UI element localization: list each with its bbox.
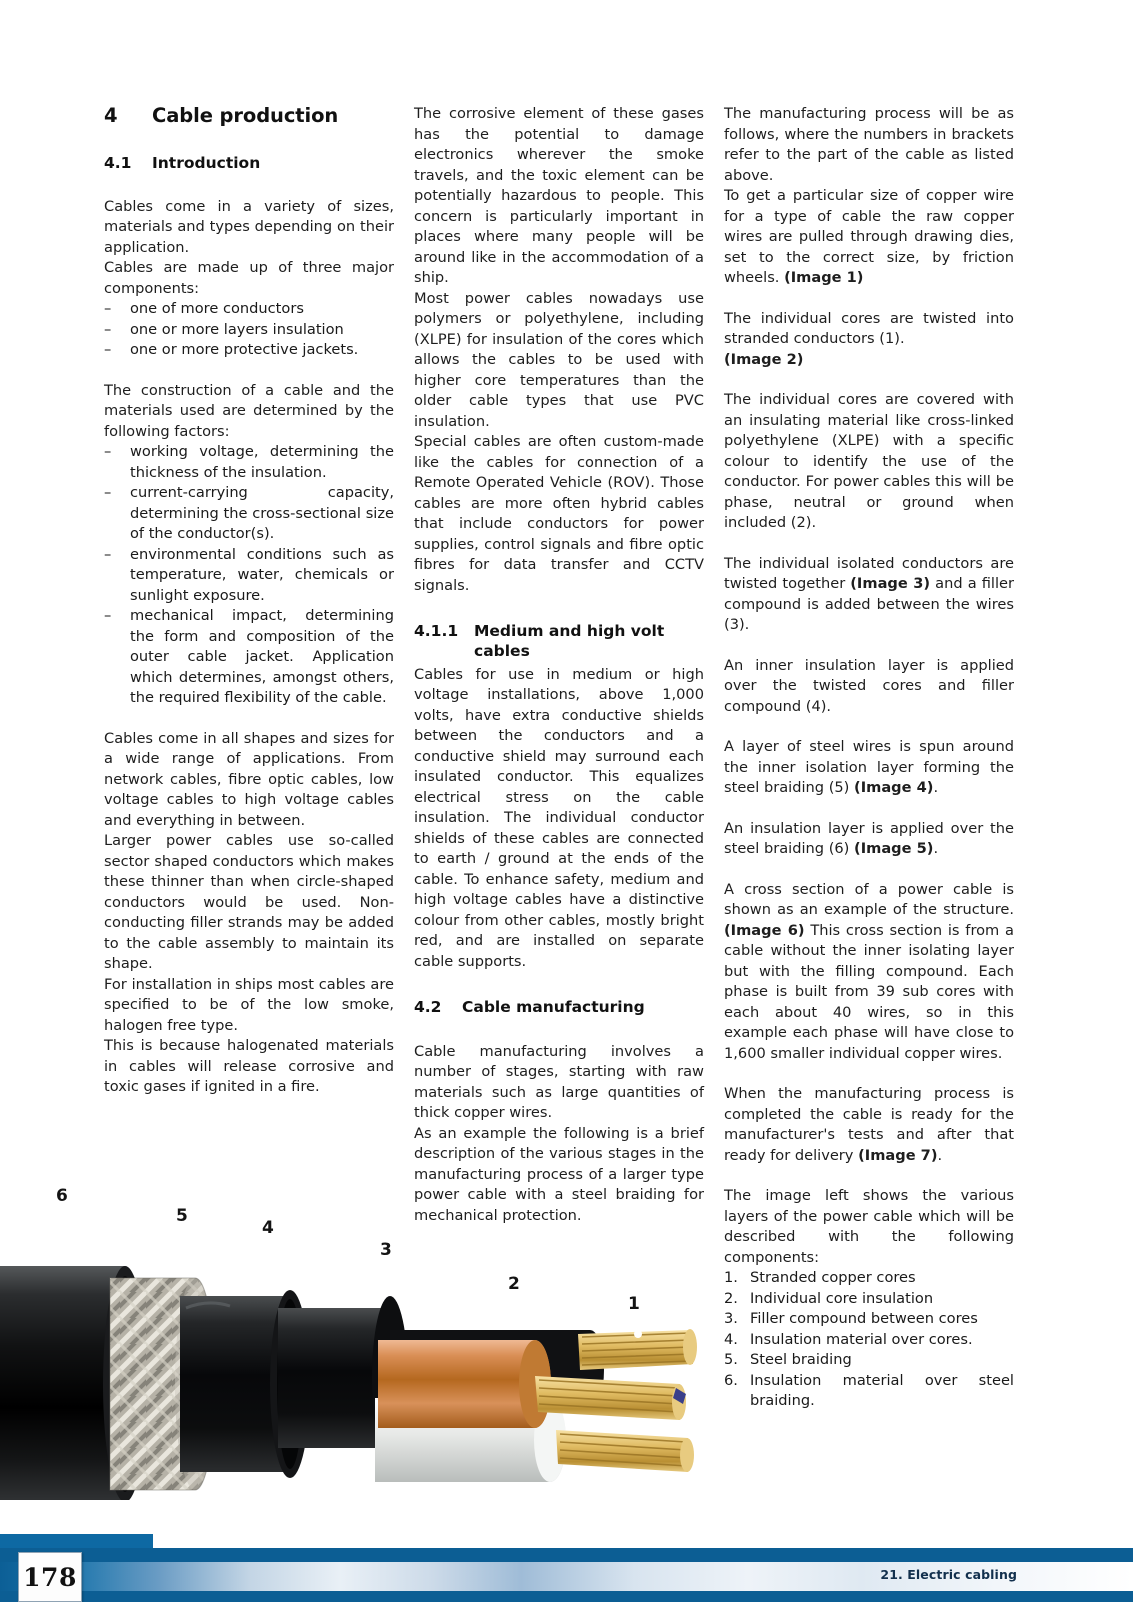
callout-label-4: 4	[262, 1218, 274, 1238]
callout-label-3: 3	[380, 1240, 392, 1260]
c2-paragraph-2: Most power cables nowadays use polymers or polyethylene, including (XLPE) for insulation of the cores which allows the cables to be used with higher core temperatures than the older cable types that use PVC insulation.	[414, 289, 704, 430]
page-footer	[0, 1522, 1133, 1602]
list-item-text: mechanical impact, determining the form and composition of the outer cable jacket. Application which determines, amongst others, the required flexibility of the cable.	[130, 607, 394, 707]
c3-components-list	[724, 1268, 1014, 1412]
list-item	[104, 340, 394, 361]
image-ref-4: (Image 4)	[854, 779, 934, 796]
c3-paragraph-9	[724, 880, 1014, 1065]
list-number: 2.	[724, 1289, 738, 1307]
c2-paragraph-1: The corrosive element of these gases has the potential to damage electronics wherever the smoke travels, and the toxic element can be potentially hazardous to people. This concern is particularly important in places where many people will be around like in the accommodation of a ship.	[414, 105, 704, 286]
list-item-text: Insulation material over steel braiding.	[750, 1371, 1014, 1409]
list-item-text: one or more protective jackets.	[130, 341, 359, 359]
c3-paragraph-4: The individual cores are covered with an insulating material like cross-linked polyethylene (XLPE) with a specific colour to identify the use of the conductor. For power cables this will be phase, neutral or ground when included (2).	[724, 391, 1014, 531]
c1-paragraph-2: Cables are made up of three major components:	[104, 259, 394, 297]
dash-marker: –	[104, 545, 112, 563]
c1-paragraph-4: Cables come in all shapes and sizes for a wide range of applications. From network cables, fibre optic cables, low voltage cables to high voltage cables and everything in between.	[104, 729, 394, 829]
c3-p8-text-a: An insulation layer is applied over the steel braiding (6)	[724, 819, 1014, 857]
c3-p10-text-b: .	[937, 1146, 943, 1164]
c1-factors-list	[104, 442, 394, 709]
list-item-text: one or more layers insulation	[130, 320, 344, 338]
c3-paragraph-3	[724, 309, 1014, 371]
list-number: 1.	[724, 1269, 738, 1286]
footer-solid-band	[0, 1548, 1133, 1562]
image-ref-6: (Image 6)	[724, 921, 805, 939]
c3-paragraph-2	[724, 186, 1014, 289]
list-item-text: current-carrying capacity, determining the cross-sectional size of the conductor(s).	[130, 484, 394, 543]
c2-paragraph-6: As an example the following is a brief description of the various stages in the manufacturing process of a larger type power cable with a steel braiding for mechanical protection.	[414, 1124, 704, 1224]
list-item	[104, 606, 394, 709]
heading-4-1-title: Introduction	[152, 154, 261, 173]
list-item-text: Individual core insulation	[750, 1289, 934, 1307]
c3-p9-text-b: This cross section is from a cable without the inner isolating layer but with the filling compound. Each phase is built from 39 sub cores with each about 40 wires, so in this example each phase will have close to 1,600 smaller individual copper wires.	[724, 921, 1014, 1062]
dash-marker: –	[104, 341, 112, 359]
c1-paragraph-1: Cables come in a variety of sizes, materials and types depending on their application.	[104, 197, 394, 256]
list-number: 6.	[724, 1371, 738, 1389]
image-ref-7: (Image 7)	[858, 1146, 938, 1164]
dash-marker: –	[104, 443, 112, 461]
callout-label-1: 1	[628, 1294, 640, 1314]
heading-4-1-1-number: 4.1.1	[414, 622, 459, 640]
callout-label-6: 6	[56, 1186, 68, 1206]
c3-p10-text-a: When the manufacturing process is completed the cable is ready for the manufacturer's tests and after that ready for delivery	[724, 1085, 1014, 1164]
list-item-text: one of more conductors	[130, 300, 304, 318]
c2-paragraph-3: Special cables are often custom-made like the cables for connection of a Remote Operated Vehicle (ROV). Those cables are more often hybrid cables that include conductors for power supplies, control signals and fibre optic fibres for data transfer and CCTV signals.	[414, 433, 704, 594]
c3-p8-text-b: .	[933, 840, 939, 857]
c3-paragraph-1: The manufacturing process will be as follows, where the numbers in brackets refer to the part of the cable as listed above.	[724, 105, 1014, 184]
heading-4-1-1	[414, 621, 704, 662]
dash-marker: –	[104, 607, 112, 625]
c3-p5-text-a: The individual isolated conductors are twisted together	[724, 554, 1014, 592]
list-item	[724, 1309, 1014, 1330]
list-item	[104, 545, 394, 607]
power-cable-cutaway-figure	[0, 1188, 710, 1500]
image-ref-5: (Image 5)	[854, 840, 934, 857]
heading-4-2-title: Cable manufacturing	[462, 998, 645, 1017]
chapter-label: 21. Electric cabling	[880, 1567, 1017, 1582]
list-item	[724, 1330, 1014, 1351]
list-item-text: Insulation material over cores.	[750, 1330, 973, 1348]
heading-4-2-number: 4.2	[414, 998, 442, 1017]
dash-marker: –	[104, 484, 112, 502]
c3-p3-text: The individual cores are twisted into stranded conductors (1).	[724, 309, 1014, 347]
list-item-text: Steel braiding	[750, 1351, 852, 1368]
c2-paragraph-4: Cables for use in medium or high voltage installations, above 1,000 volts, have extra conductive shields between the conductors and a conductive shield may surround each insulated conductor. This equalizes electrical stress on the cable insulation. The individual conductor shields of these cables are connected to earth / ground at the ends of the cable. To enhance safety, medium and high voltage cables have a distinctive colour from other cables, mostly bright red, and are installed on separate cable supports.	[414, 665, 704, 970]
c3-p5-text-b: and a filler compound is added between the wires (3).	[724, 575, 1014, 633]
callout-label-5: 5	[176, 1206, 188, 1226]
list-item	[724, 1350, 1014, 1371]
list-item	[724, 1268, 1014, 1289]
cable-cutaway-graphic	[0, 1188, 710, 1500]
image-ref-3: (Image 3)	[850, 575, 931, 592]
list-item-text: working voltage, determining the thickness of the insulation.	[130, 443, 394, 481]
list-number: 3.	[724, 1310, 738, 1327]
c1-paragraph-7: This is because halogenated materials in cables will release corrosive and toxic gases if ignited in a fire.	[104, 1037, 394, 1096]
list-item	[724, 1289, 1014, 1310]
list-item	[104, 483, 394, 545]
section-heading	[104, 104, 394, 128]
list-item	[724, 1371, 1014, 1412]
c3-paragraph-8	[724, 819, 1014, 860]
list-item-text: Filler compound between cores	[750, 1310, 978, 1327]
column-3	[724, 104, 1014, 1412]
footer-top-accent-bar	[0, 1534, 153, 1548]
c3-paragraph-11: The image left shows the various layers of the power cable which will be described with the following components:	[724, 1187, 1014, 1266]
list-item-text: Stranded copper cores	[750, 1269, 916, 1286]
section-title: Cable production	[152, 104, 339, 127]
footer-bottom-bar	[0, 1591, 1133, 1602]
c3-p2-text: To get a particular size of copper wire for a type of cable the raw copper wires are pulled through drawing dies, set to the correct size, by friction wheels.	[724, 187, 1014, 286]
callout-dot-1	[634, 1330, 642, 1338]
c1-paragraph-6: For installation in ships most cables are specified to be of the low smoke, halogen free type.	[104, 975, 394, 1034]
heading-4-2	[414, 997, 704, 1017]
list-item	[104, 320, 394, 341]
c1-paragraph-5: Larger power cables use so-called sector shaped conductors which makes these thinner than when circle-shaped conductors would be used. Non-conducting filler strands may be added to the cable assembly to maintain its shape.	[104, 832, 394, 973]
dash-marker: –	[104, 320, 112, 338]
image-ref-1: (Image 1)	[784, 269, 864, 286]
c1-paragraph-3: The construction of a cable and the materials used are determined by the following factors:	[104, 381, 394, 440]
c3-paragraph-7	[724, 737, 1014, 799]
image-ref-2: (Image 2)	[724, 350, 804, 368]
list-item	[104, 442, 394, 483]
c3-p7-text-a: A layer of steel wires is spun around the inner isolation layer forming the steel braiding (5)	[724, 738, 1014, 796]
c3-paragraph-5	[724, 554, 1014, 636]
list-number: 4.	[724, 1330, 738, 1348]
heading-4-1	[104, 153, 394, 173]
callout-label-2: 2	[508, 1274, 520, 1294]
section-number: 4	[104, 104, 118, 127]
c3-p9-text-a: A cross section of a power cable is shown as an example of the structure.	[724, 880, 1014, 918]
dash-marker: –	[104, 300, 112, 318]
list-number: 5.	[724, 1351, 738, 1368]
list-item-text: environmental conditions such as temperature, water, chemicals or sunlight exposure.	[130, 545, 394, 604]
heading-4-1-1-title: Medium and high volt cables	[474, 622, 665, 661]
heading-4-1-number: 4.1	[104, 154, 132, 173]
c3-p7-text-b: .	[933, 779, 939, 796]
c3-paragraph-6: An inner insulation layer is applied over the twisted cores and filler compound (4).	[724, 656, 1014, 715]
page-number: 178	[23, 1562, 77, 1592]
c3-paragraph-10	[724, 1084, 1014, 1166]
page-number-box	[18, 1552, 82, 1602]
c1-components-list	[104, 299, 394, 361]
c2-paragraph-5: Cable manufacturing involves a number of stages, starting with raw materials such as large quantities of thick copper wires.	[414, 1042, 704, 1122]
list-item	[104, 299, 394, 320]
